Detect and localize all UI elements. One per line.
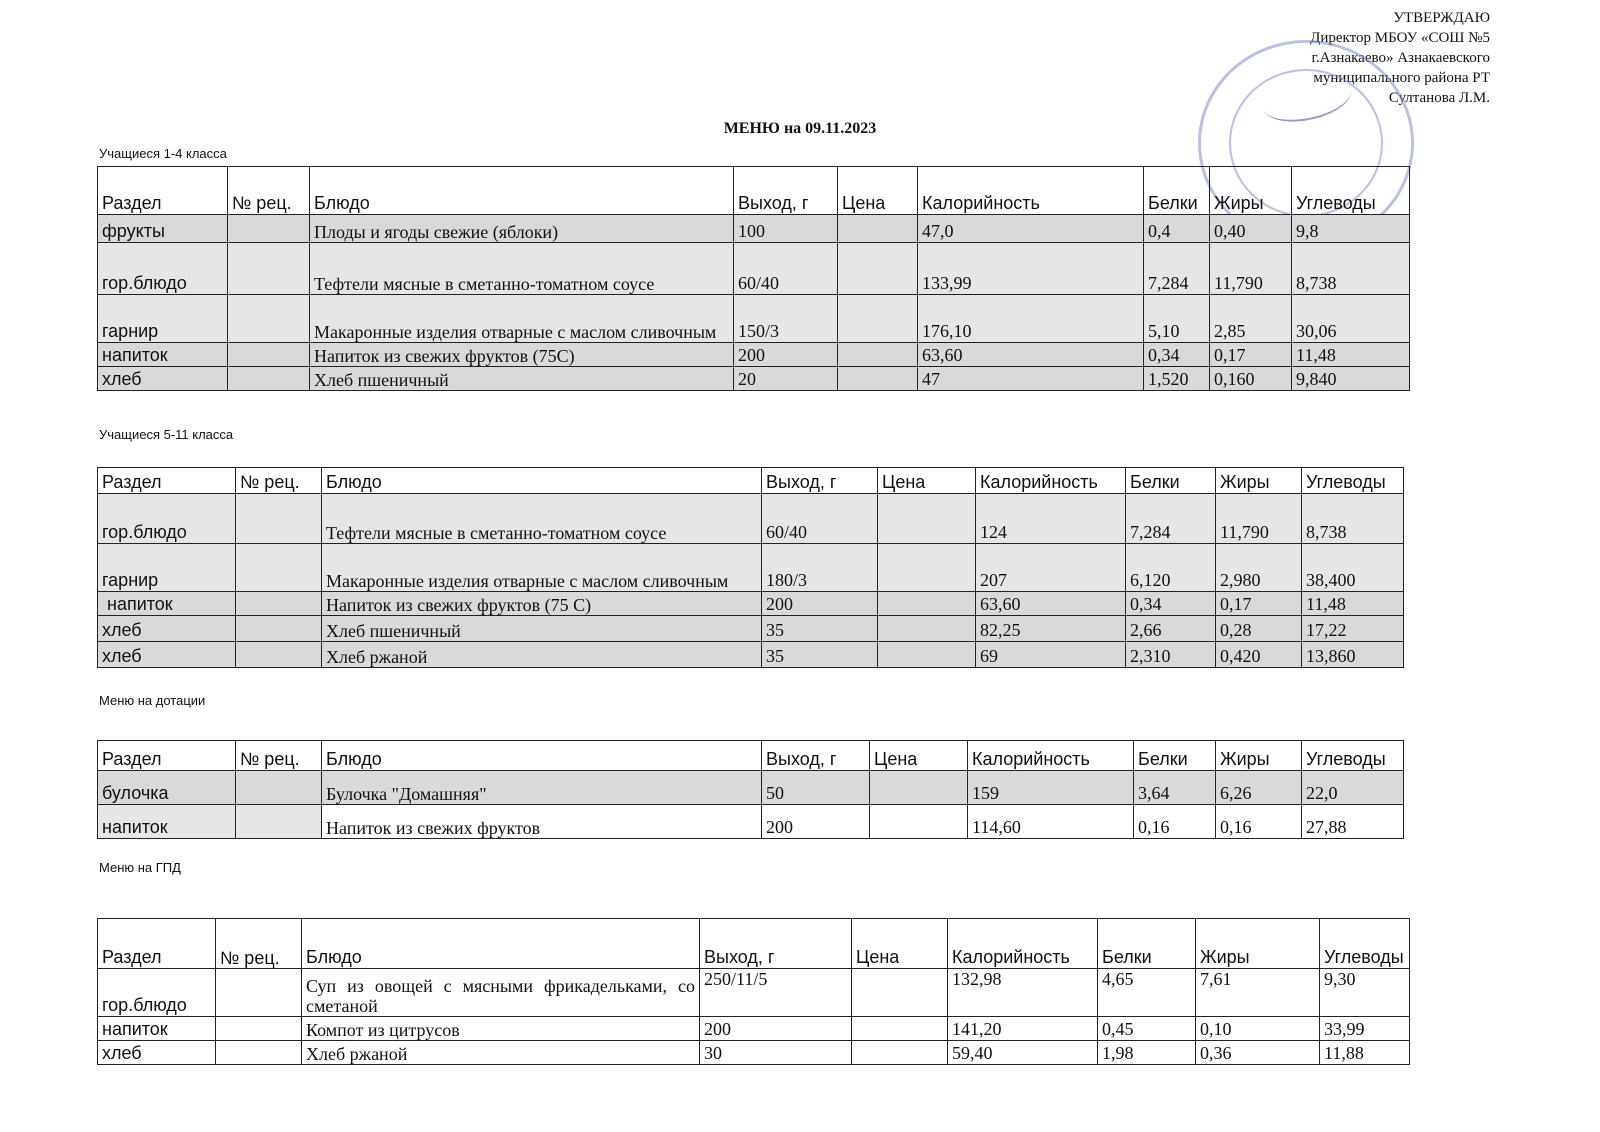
cell-razdel: напиток (98, 592, 236, 616)
header-carb: Углеводы (1292, 167, 1410, 215)
cell-protein: 7,284 (1126, 494, 1216, 544)
cell-price (838, 295, 918, 343)
header-dish: Блюдо (302, 919, 700, 969)
cell-dish: Макаронные изделия отварные с маслом сливочным (310, 295, 734, 343)
cell-protein: 0,4 (1144, 215, 1210, 243)
table-row (98, 367, 1410, 391)
cell-price (838, 343, 918, 367)
menu-table-grades-5-11 (97, 467, 1404, 668)
cell-price (878, 544, 976, 592)
table-row (98, 494, 1404, 544)
cell-rec (216, 1017, 302, 1041)
table-header-row (98, 919, 1410, 969)
cell-price (870, 805, 968, 839)
table-row (98, 544, 1404, 592)
page-title: МЕНЮ на 09.11.2023 (723, 120, 877, 137)
cell-carb: 9,840 (1292, 367, 1410, 391)
cell-carb: 9,8 (1292, 215, 1410, 243)
cell-razdel: гор.блюдо (98, 494, 236, 544)
header-kcal: Калорийность (968, 741, 1134, 771)
cell-kcal: 141,20 (948, 1017, 1098, 1041)
cell-output: 35 (762, 616, 878, 642)
cell-fat: 2,85 (1210, 295, 1292, 343)
header-price: Цена (852, 919, 948, 969)
cell-carb: 11,88 (1320, 1041, 1410, 1065)
table-row (98, 969, 1410, 1017)
cell-carb: 33,99 (1320, 1017, 1410, 1041)
header-protein: Белки (1098, 919, 1196, 969)
table-row (98, 616, 1404, 642)
cell-dish: Хлеб пшеничный (310, 367, 734, 391)
cell-fat: 0,16 (1216, 805, 1302, 839)
header-price: Цена (838, 167, 918, 215)
cell-carb: 11,48 (1292, 343, 1410, 367)
cell-razdel: хлеб (98, 1041, 216, 1065)
cell-price (838, 215, 918, 243)
cell-razdel: булочка (98, 771, 236, 805)
table-header-row (98, 167, 1410, 215)
header-fat: Жиры (1216, 741, 1302, 771)
header-carb: Углеводы (1302, 741, 1404, 771)
approval-line-4: муниципального района РТ (1313, 70, 1490, 86)
cell-razdel: фрукты (98, 215, 228, 243)
table-row (98, 1017, 1410, 1041)
cell-razdel: хлеб (98, 616, 236, 642)
section-label-gpd: Меню на ГПД (99, 860, 181, 875)
approval-line-5: Султанова Л.М. (1388, 90, 1490, 106)
cell-carb: 11,48 (1302, 592, 1404, 616)
header-carb: Углеводы (1302, 468, 1404, 494)
cell-output: 60/40 (734, 243, 838, 295)
header-protein: Белки (1144, 167, 1210, 215)
cell-protein: 0,16 (1134, 805, 1216, 839)
cell-protein: 5,10 (1144, 295, 1210, 343)
section-label-subsidy: Меню на дотации (99, 693, 206, 708)
cell-carb: 27,88 (1302, 805, 1404, 839)
cell-protein: 2,310 (1126, 642, 1216, 668)
cell-razdel: гор.блюдо (98, 969, 216, 1017)
cell-carb: 8,738 (1292, 243, 1410, 295)
cell-carb: 9,30 (1320, 969, 1410, 1017)
cell-rec (236, 544, 322, 592)
table-row (98, 592, 1404, 616)
header-output: Выход, г (734, 167, 838, 215)
cell-protein: 4,65 (1098, 969, 1196, 1017)
header-fat: Жиры (1210, 167, 1292, 215)
cell-dish: Плоды и ягоды свежие (яблоки) (310, 215, 734, 243)
header-fat: Жиры (1216, 468, 1302, 494)
cell-carb: 30,06 (1292, 295, 1410, 343)
cell-fat: 0,420 (1216, 642, 1302, 668)
cell-carb: 22,0 (1302, 771, 1404, 805)
cell-fat: 11,790 (1210, 243, 1292, 295)
cell-razdel: гарнир (98, 295, 228, 343)
cell-carb: 8,738 (1302, 494, 1404, 544)
table-row (98, 295, 1410, 343)
cell-fat: 0,160 (1210, 367, 1292, 391)
header-fat: Жиры (1196, 919, 1320, 969)
table-row (98, 243, 1410, 295)
header-rec: № рец. (216, 919, 302, 969)
cell-protein: 2,66 (1126, 616, 1216, 642)
cell-protein: 3,64 (1134, 771, 1216, 805)
header-rec: № рец. (236, 741, 322, 771)
cell-kcal: 133,99 (918, 243, 1144, 295)
cell-output: 200 (734, 343, 838, 367)
cell-price (870, 771, 968, 805)
cell-razdel: гарнир (98, 544, 236, 592)
cell-fat: 0,28 (1216, 616, 1302, 642)
cell-output: 200 (762, 592, 878, 616)
menu-table-gpd (97, 918, 1410, 1065)
cell-output: 200 (762, 805, 870, 839)
cell-price (852, 1041, 948, 1065)
header-protein: Белки (1134, 741, 1216, 771)
header-carb: Углеводы (1320, 919, 1410, 969)
cell-carb: 13,860 (1302, 642, 1404, 668)
cell-output: 35 (762, 642, 878, 668)
cell-fat: 0,10 (1196, 1017, 1320, 1041)
header-razdel: Раздел (98, 468, 236, 494)
cell-kcal: 47 (918, 367, 1144, 391)
cell-output: 180/3 (762, 544, 878, 592)
cell-razdel: гор.блюдо (98, 243, 228, 295)
cell-rec (228, 215, 310, 243)
cell-kcal: 63,60 (918, 343, 1144, 367)
cell-kcal: 59,40 (948, 1041, 1098, 1065)
cell-dish: Хлеб пшеничный (322, 616, 762, 642)
cell-fat: 11,790 (1216, 494, 1302, 544)
cell-fat: 0,36 (1196, 1041, 1320, 1065)
cell-rec (236, 771, 322, 805)
cell-protein: 1,520 (1144, 367, 1210, 391)
approval-line-2: Директор МБОУ «СОШ №5 (1310, 30, 1490, 46)
cell-kcal: 176,10 (918, 295, 1144, 343)
approval-line-1: УТВЕРЖДАЮ (1393, 10, 1490, 26)
cell-kcal: 63,60 (976, 592, 1126, 616)
cell-protein: 0,34 (1126, 592, 1216, 616)
table-row (98, 343, 1410, 367)
cell-protein: 1,98 (1098, 1041, 1196, 1065)
cell-carb: 38,400 (1302, 544, 1404, 592)
cell-price (878, 642, 976, 668)
cell-protein: 7,284 (1144, 243, 1210, 295)
cell-output: 30 (700, 1041, 852, 1065)
cell-rec (228, 295, 310, 343)
cell-razdel: напиток (98, 343, 228, 367)
cell-kcal: 159 (968, 771, 1134, 805)
cell-rec (228, 343, 310, 367)
header-rec: № рец. (228, 167, 310, 215)
cell-kcal: 69 (976, 642, 1126, 668)
header-kcal: Калорийность (948, 919, 1098, 969)
cell-price (852, 969, 948, 1017)
header-output: Выход, г (762, 741, 870, 771)
header-price: Цена (878, 468, 976, 494)
cell-protein: 0,45 (1098, 1017, 1196, 1041)
table-header-row (98, 468, 1404, 494)
header-kcal: Калорийность (918, 167, 1144, 215)
cell-dish: Напиток из свежих фруктов (75 С) (322, 592, 762, 616)
cell-rec (228, 367, 310, 391)
cell-fat: 0,17 (1216, 592, 1302, 616)
cell-razdel: напиток (98, 805, 236, 839)
cell-fat: 6,26 (1216, 771, 1302, 805)
cell-rec (216, 969, 302, 1017)
cell-output: 20 (734, 367, 838, 391)
cell-output: 100 (734, 215, 838, 243)
cell-dish: Хлеб ржаной (302, 1041, 700, 1065)
section-label-grades-1-4: Учащиеся 1-4 класса (99, 146, 227, 161)
table-header-row (98, 741, 1404, 771)
table-row (98, 805, 1404, 839)
cell-fat: 0,17 (1210, 343, 1292, 367)
section-label-grades-5-11: Учащиеся 5-11 класса (99, 427, 234, 442)
cell-rec (236, 642, 322, 668)
header-output: Выход, г (762, 468, 878, 494)
cell-fat: 7,61 (1196, 969, 1320, 1017)
cell-dish: Тефтели мясные в сметанно-томатном соусе (310, 243, 734, 295)
header-rec: № рец. (236, 468, 322, 494)
header-dish: Блюдо (310, 167, 734, 215)
cell-dish: Суп из овощей с мясными фрикадельками, со сметаной (302, 969, 700, 1017)
cell-price (838, 243, 918, 295)
cell-dish: Макаронные изделия отварные с маслом сливочным (322, 544, 762, 592)
cell-kcal: 124 (976, 494, 1126, 544)
cell-rec (236, 494, 322, 544)
cell-razdel: напиток (98, 1017, 216, 1041)
header-kcal: Калорийность (976, 468, 1126, 494)
menu-table-subsidy (97, 740, 1404, 839)
cell-price (838, 367, 918, 391)
cell-kcal: 47,0 (918, 215, 1144, 243)
table-row (98, 215, 1410, 243)
header-dish: Блюдо (322, 741, 762, 771)
header-price: Цена (870, 741, 968, 771)
cell-rec (236, 805, 322, 839)
cell-razdel: хлеб (98, 642, 236, 668)
table-row (98, 771, 1404, 805)
cell-output: 60/40 (762, 494, 878, 544)
cell-dish: Напиток из свежих фруктов (322, 805, 762, 839)
approval-line-3: г.Азнакаево» Азнакаевского (1311, 50, 1490, 66)
cell-dish: Хлеб ржаной (322, 642, 762, 668)
cell-price (878, 592, 976, 616)
cell-rec (236, 592, 322, 616)
cell-price (878, 616, 976, 642)
cell-dish: Булочка "Домашняя" (322, 771, 762, 805)
cell-dish: Напиток из свежих фруктов (75С) (310, 343, 734, 367)
cell-output: 250/11/5 (700, 969, 852, 1017)
cell-carb: 17,22 (1302, 616, 1404, 642)
cell-kcal: 132,98 (948, 969, 1098, 1017)
header-razdel: Раздел (98, 919, 216, 969)
cell-rec (228, 243, 310, 295)
cell-dish: Тефтели мясные в сметанно-томатном соусе (322, 494, 762, 544)
cell-kcal: 82,25 (976, 616, 1126, 642)
menu-table-grades-1-4 (97, 166, 1410, 391)
cell-fat: 0,40 (1210, 215, 1292, 243)
cell-protein: 0,34 (1144, 343, 1210, 367)
cell-kcal: 114,60 (968, 805, 1134, 839)
cell-price (878, 494, 976, 544)
cell-output: 150/3 (734, 295, 838, 343)
cell-output: 50 (762, 771, 870, 805)
cell-protein: 6,120 (1126, 544, 1216, 592)
cell-price (852, 1017, 948, 1041)
table-row (98, 1041, 1410, 1065)
cell-razdel: хлеб (98, 367, 228, 391)
header-dish: Блюдо (322, 468, 762, 494)
cell-rec (236, 616, 322, 642)
header-protein: Белки (1126, 468, 1216, 494)
cell-fat: 2,980 (1216, 544, 1302, 592)
cell-rec (216, 1041, 302, 1065)
cell-output: 200 (700, 1017, 852, 1041)
cell-kcal: 207 (976, 544, 1126, 592)
header-razdel: Раздел (98, 167, 228, 215)
table-row (98, 642, 1404, 668)
cell-dish: Компот из цитрусов (302, 1017, 700, 1041)
header-razdel: Раздел (98, 741, 236, 771)
header-output: Выход, г (700, 919, 852, 969)
